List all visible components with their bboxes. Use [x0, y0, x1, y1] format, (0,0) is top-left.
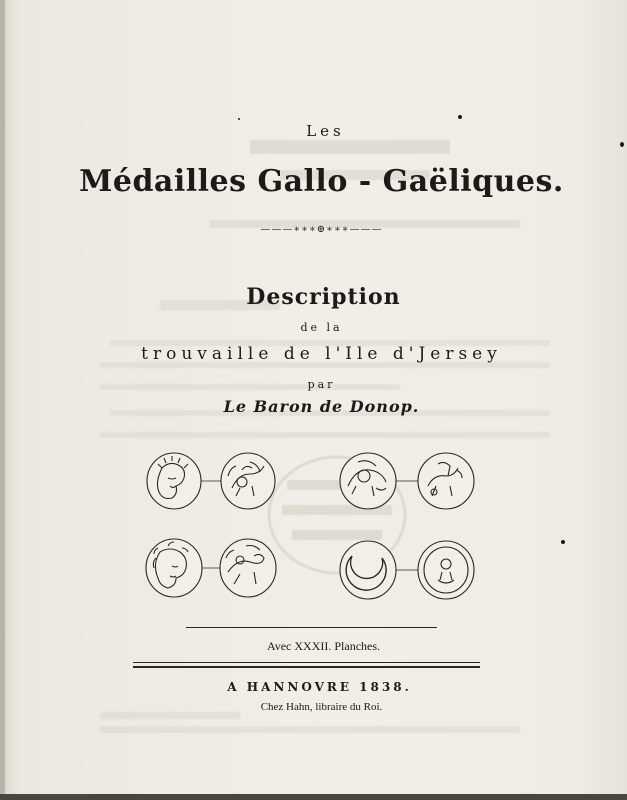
description-heading: Description — [246, 284, 401, 310]
coin-horse-rider-right-icon — [418, 453, 474, 509]
imprint-place-date: A HANNOVRE 1838. — [227, 680, 412, 694]
coin-crescent-lower-right-icon — [340, 541, 396, 599]
coin-horse-right-icon — [340, 453, 396, 509]
article-les: Les — [306, 122, 345, 140]
plates-note: Avec XXXII. Planches. — [266, 639, 381, 653]
de-la-text: de la — [300, 321, 343, 334]
coin-horse-left-icon — [221, 453, 275, 509]
rule-above-plates — [186, 627, 437, 628]
ink-speck — [238, 118, 240, 120]
book-title: Médailles Gallo - Gaëliques. — [79, 164, 564, 199]
author-line: Le Baron de Donop. — [223, 397, 420, 416]
coin-head-left-icon — [147, 453, 201, 509]
ink-speck — [561, 540, 565, 544]
ink-speck — [620, 142, 624, 147]
page-bottom-edge — [0, 794, 627, 800]
ink-speck — [458, 115, 462, 119]
bleed-through-bottom — [100, 712, 520, 736]
subject-line: trouvaille de l'Ile d'Jersey — [141, 344, 502, 364]
coin-animal-lower-left-icon — [220, 539, 276, 597]
imprint-publisher: Chez Hahn, libraire du Roi. — [260, 701, 383, 713]
title-ornament: ———∗∗∗⊕∗∗∗——— — [260, 224, 383, 235]
double-rule-top — [133, 662, 480, 663]
double-rule-bottom — [133, 666, 480, 668]
par-text: par — [307, 378, 336, 391]
coin-illustration — [138, 448, 484, 610]
coin-head-lower-left-icon — [146, 539, 202, 597]
coin-symbol-lower-right-icon — [418, 541, 474, 599]
